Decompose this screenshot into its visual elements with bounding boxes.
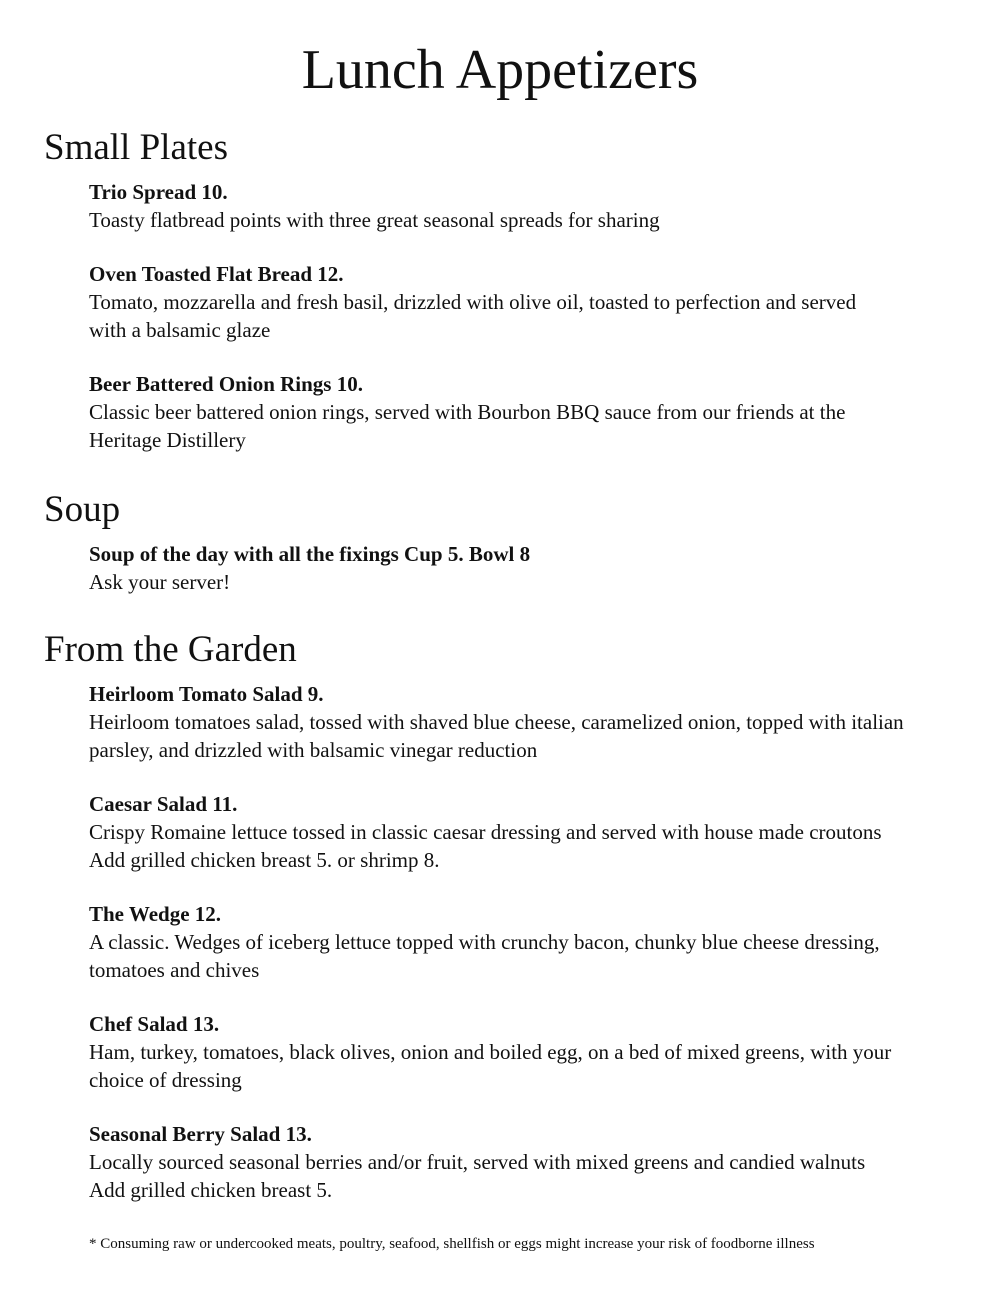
item-name: Beer Battered Onion Rings 10. bbox=[89, 372, 363, 396]
item-name: Soup of the day with all the fixings Cup 5. Bowl 8 bbox=[89, 542, 531, 566]
section-title: Small Plates bbox=[44, 127, 228, 168]
section-small-plates bbox=[44, 126, 974, 454]
menu-item-caesar-salad bbox=[89, 790, 974, 874]
item-description: Toasty flatbread points with three great seasonal spreads for sharing bbox=[89, 208, 660, 232]
item-name: Caesar Salad 11. bbox=[89, 792, 238, 816]
item-name: Chef Salad 13. bbox=[89, 1012, 220, 1036]
item-description: choice of dressing bbox=[89, 1068, 242, 1092]
item-description: Crispy Romaine lettuce tossed in classic caesar dressing and served with house made croutons bbox=[89, 820, 882, 844]
allergy-footnote: * Consuming raw or undercooked meats, poultry, seafood, shellfish or eggs might increase your risk of foodborne illness bbox=[89, 1236, 815, 1252]
menu-item-the-wedge bbox=[89, 900, 974, 984]
menu-item-oven-toasted-flat-bread bbox=[89, 260, 974, 344]
item-description: Classic beer battered onion rings, served with Bourbon BBQ sauce from our friends at the bbox=[89, 400, 846, 424]
item-name: Seasonal Berry Salad 13. bbox=[89, 1122, 312, 1146]
menu-item-seasonal-berry-salad bbox=[89, 1120, 974, 1204]
item-description: Locally sourced seasonal berries and/or fruit, served with mixed greens and candied walnuts bbox=[89, 1150, 866, 1174]
item-description: with a balsamic glaze bbox=[89, 318, 271, 342]
item-description: Tomato, mozzarella and fresh basil, drizzled with olive oil, toasted to perfection and served bbox=[89, 290, 857, 314]
item-description: Heirloom tomatoes salad, tossed with shaved blue cheese, caramelized onion, topped with italian bbox=[89, 710, 904, 734]
item-description: Ask your server! bbox=[89, 570, 231, 594]
section-title: From the Garden bbox=[44, 629, 297, 670]
section-soup bbox=[44, 488, 974, 596]
item-name: Oven Toasted Flat Bread 12. bbox=[89, 262, 344, 286]
item-description: parsley, and drizzled with balsamic vinegar reduction bbox=[89, 738, 538, 762]
menu-item-chef-salad bbox=[89, 1010, 974, 1094]
item-description: Add grilled chicken breast 5. bbox=[89, 1178, 333, 1202]
section-title: Soup bbox=[44, 489, 121, 530]
menu-item-soup-of-the-day bbox=[89, 540, 974, 596]
item-name: Trio Spread 10. bbox=[89, 180, 228, 204]
menu-item-trio-spread bbox=[89, 178, 974, 234]
page-title: Lunch Appetizers bbox=[301, 39, 699, 101]
menu-item-onion-rings bbox=[89, 370, 974, 454]
item-description: A classic. Wedges of iceberg lettuce topped with crunchy bacon, chunky blue cheese dressing, bbox=[89, 930, 880, 954]
menu-item-heirloom-tomato-salad bbox=[89, 680, 974, 764]
item-description: Ham, turkey, tomatoes, black olives, onion and boiled egg, on a bed of mixed greens, with your bbox=[89, 1040, 892, 1064]
item-description: Heritage Distillery bbox=[89, 428, 246, 452]
item-name: Heirloom Tomato Salad 9. bbox=[89, 682, 324, 706]
item-description: Add grilled chicken breast 5. or shrimp 8. bbox=[89, 848, 440, 872]
item-description: tomatoes and chives bbox=[89, 958, 260, 982]
item-name: The Wedge 12. bbox=[89, 902, 222, 926]
section-from-the-garden bbox=[44, 628, 974, 1204]
